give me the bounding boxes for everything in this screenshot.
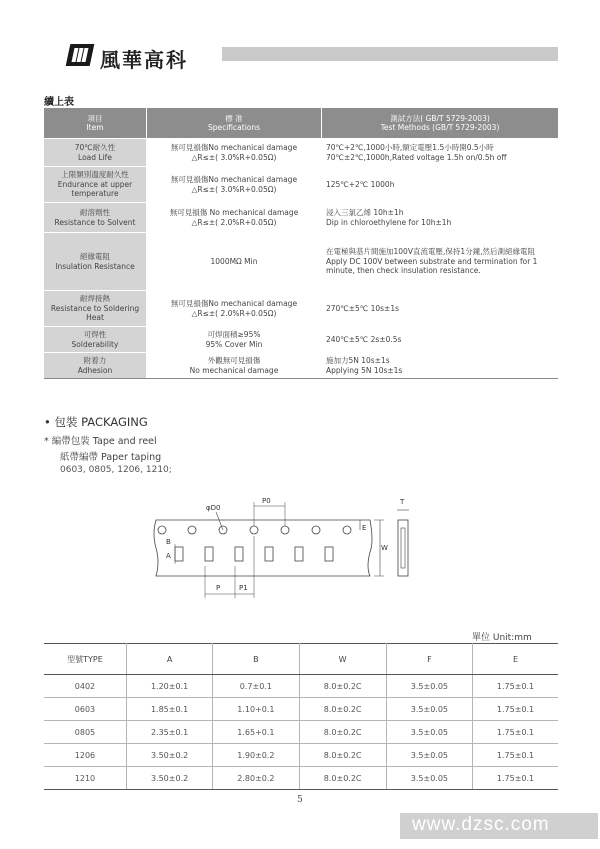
- label-b: B: [166, 538, 171, 546]
- cell-w: 8.0±0.2C: [299, 744, 386, 767]
- header-item-cn: 項目: [87, 113, 103, 123]
- dim-row: [44, 721, 558, 744]
- item-cn: 附着力: [83, 356, 107, 366]
- cell-e: 1.75±0.1: [473, 744, 558, 767]
- spec-line: 95% Cover Min: [205, 339, 263, 349]
- watermark-text: www.dzsc.com: [412, 814, 550, 835]
- header-bar: [222, 47, 558, 61]
- item-cn: 70℃耐久性: [74, 143, 116, 153]
- spec-line: 外觀無可見損傷: [207, 356, 261, 366]
- cell-type: 1210: [44, 767, 126, 790]
- item-cn: 耐焊接熱: [80, 294, 110, 304]
- spec-line: 無可見損傷No mechanical damage: [170, 299, 298, 309]
- dim-row: [44, 767, 558, 790]
- item-en: Endurance at upper temperature: [57, 179, 133, 199]
- spec-row: [44, 233, 558, 291]
- item-en: Insulation Resistance: [55, 261, 135, 271]
- item-cn: 絕緣電阻: [80, 252, 110, 262]
- cell-b: 0.7±0.1: [213, 675, 299, 698]
- spec-row: [44, 353, 558, 379]
- cell-e: 1.75±0.1: [473, 675, 558, 698]
- header-a: A: [126, 644, 212, 675]
- item-en: Load Life: [78, 152, 112, 162]
- cell-e: 1.75±0.1: [473, 698, 558, 721]
- header-method-en: Test Methods (GB/T 5729-2003): [380, 123, 500, 132]
- cell-w: 8.0±0.2C: [299, 767, 386, 790]
- header-w: W: [299, 644, 386, 675]
- cell-type: 0402: [44, 675, 126, 698]
- spec-line: 1000MΩ Min: [210, 256, 258, 266]
- label-p0: P0: [262, 497, 271, 505]
- spec-line: △R≤±( 2.0%R+0.05Ω): [191, 308, 277, 318]
- page-number: 5: [297, 795, 303, 805]
- label-p1: P1: [239, 584, 248, 592]
- spec-header-row: [44, 108, 558, 139]
- cell-w: 8.0±0.2C: [299, 698, 386, 721]
- item-cn: 耐溶劑性: [80, 208, 110, 218]
- cell-b: 1.65+0.1: [213, 721, 299, 744]
- method-line: 125℃+2℃ 1000h: [326, 179, 395, 189]
- label-w: W: [381, 544, 388, 552]
- cell-w: 8.0±0.2C: [299, 675, 386, 698]
- header-f: F: [386, 644, 472, 675]
- tape-reel-label: * 編帶包裝 Tape and reel: [44, 436, 157, 447]
- header-spec-en: Specifications: [207, 123, 261, 132]
- spec-line: No mechanical damage: [189, 365, 279, 375]
- paper-taping-label: 紙帶編帶 Paper taping: [60, 452, 162, 463]
- dim-row: [44, 744, 558, 767]
- spec-table: [44, 108, 558, 379]
- tape-diagram: [148, 492, 428, 612]
- method-line: 在電極與基片間施加100V直流電壓,保持1分鐘,然后測絕緣電阻: [326, 247, 535, 257]
- label-d0: φD0: [206, 504, 221, 512]
- dimension-table: [44, 643, 558, 790]
- label-p: P: [216, 584, 221, 592]
- spec-row: [44, 139, 558, 167]
- label-a: A: [166, 552, 171, 560]
- size-list: 0603, 0805, 1206, 1210;: [60, 465, 172, 475]
- spec-line: 無可見損傷 No mechanical damage: [169, 208, 299, 218]
- method-line: 270℃±5℃ 10s±1s: [326, 303, 400, 313]
- header-type: 型號TYPE: [44, 644, 126, 675]
- cell-f: 3.5±0.05: [386, 675, 472, 698]
- cell-type: 0603: [44, 698, 126, 721]
- cell-f: 3.5±0.05: [386, 744, 472, 767]
- header-b: B: [213, 644, 299, 675]
- label-t: T: [400, 498, 405, 506]
- continued-label: 續上表: [44, 97, 74, 108]
- method-line: 70℃±2℃,1000h,Rated voltage 1.5h on/0.5h off: [326, 152, 507, 162]
- cell-type: 1206: [44, 744, 126, 767]
- method-line: Dip in chloroethylene for 10h±1h: [326, 217, 452, 227]
- item-cn: 可焊性: [83, 330, 107, 340]
- unit-label: 單位 Unit:mm: [472, 633, 532, 643]
- spec-line: 無可見損傷No mechanical damage: [170, 143, 298, 153]
- label-e: E: [362, 524, 367, 532]
- cell-f: 3.5±0.05: [386, 721, 472, 744]
- header-method-cn: 測試方法( GB/T 5729-2003): [390, 113, 490, 123]
- method-line: 浸入三氯乙烯 10h±1h: [326, 208, 404, 218]
- method-line: Apply DC 100V between substrate and termination for 1 minute, then check insulation resistance.: [326, 256, 538, 276]
- cell-b: 2.80±0.2: [213, 767, 299, 790]
- item-en: Resistance to Solvent: [54, 217, 136, 227]
- method-line: 70℃+2℃,1000小時,額定電壓1.5小時開0.5小時: [326, 143, 494, 153]
- item-en: Resistance to Soldering Heat: [50, 303, 140, 323]
- spec-row: [44, 327, 558, 353]
- item-en: Adhesion: [77, 365, 113, 375]
- spec-line: △R≤±( 2.0%R+0.05Ω): [191, 217, 277, 227]
- cell-a: 3.50±0.2: [126, 767, 212, 790]
- cell-b: 1.10+0.1: [213, 698, 299, 721]
- brand-logo-icon: [66, 44, 95, 66]
- brand-name: 風華高科: [100, 48, 188, 72]
- dim-row: [44, 698, 558, 721]
- method-line: 施加力5N 10s±1s: [326, 356, 390, 366]
- spec-line: 可焊面積≥95%: [207, 330, 261, 340]
- item-en: Solderability: [71, 339, 119, 349]
- spec-line: △R≤±( 3.0%R+0.05Ω): [191, 184, 277, 194]
- item-cn: 上限類別溫度耐久性: [61, 170, 129, 180]
- spec-row: [44, 203, 558, 233]
- cell-a: 3.50±0.2: [126, 744, 212, 767]
- packaging-title: • 包裝 PACKAGING: [44, 415, 148, 429]
- cell-f: 3.5±0.05: [386, 698, 472, 721]
- cell-a: 2.35±0.1: [126, 721, 212, 744]
- header-item-en: Item: [86, 123, 104, 132]
- dim-row: [44, 675, 558, 698]
- spec-line: △R≤±( 3.0%R+0.05Ω): [191, 152, 277, 162]
- spec-line: 無可見損傷No mechanical damage: [170, 175, 298, 185]
- cell-e: 1.75±0.1: [473, 721, 558, 744]
- dim-header-row: [44, 644, 558, 675]
- cell-f: 3.5±0.05: [386, 767, 472, 790]
- header-e: E: [473, 644, 558, 675]
- method-line: Applying 5N 10s±1s: [326, 365, 403, 375]
- spec-row: [44, 291, 558, 327]
- cell-w: 8.0±0.2C: [299, 721, 386, 744]
- spec-row: [44, 167, 558, 203]
- cell-type: 0805: [44, 721, 126, 744]
- cell-b: 1.90±0.2: [213, 744, 299, 767]
- cell-e: 1.75±0.1: [473, 767, 558, 790]
- cell-a: 1.85±0.1: [126, 698, 212, 721]
- tape-strip: [154, 520, 372, 576]
- header-spec-cn: 標 准: [225, 113, 243, 123]
- cell-a: 1.20±0.1: [126, 675, 212, 698]
- method-line: 240℃±5℃ 2s±0.5s: [326, 334, 402, 344]
